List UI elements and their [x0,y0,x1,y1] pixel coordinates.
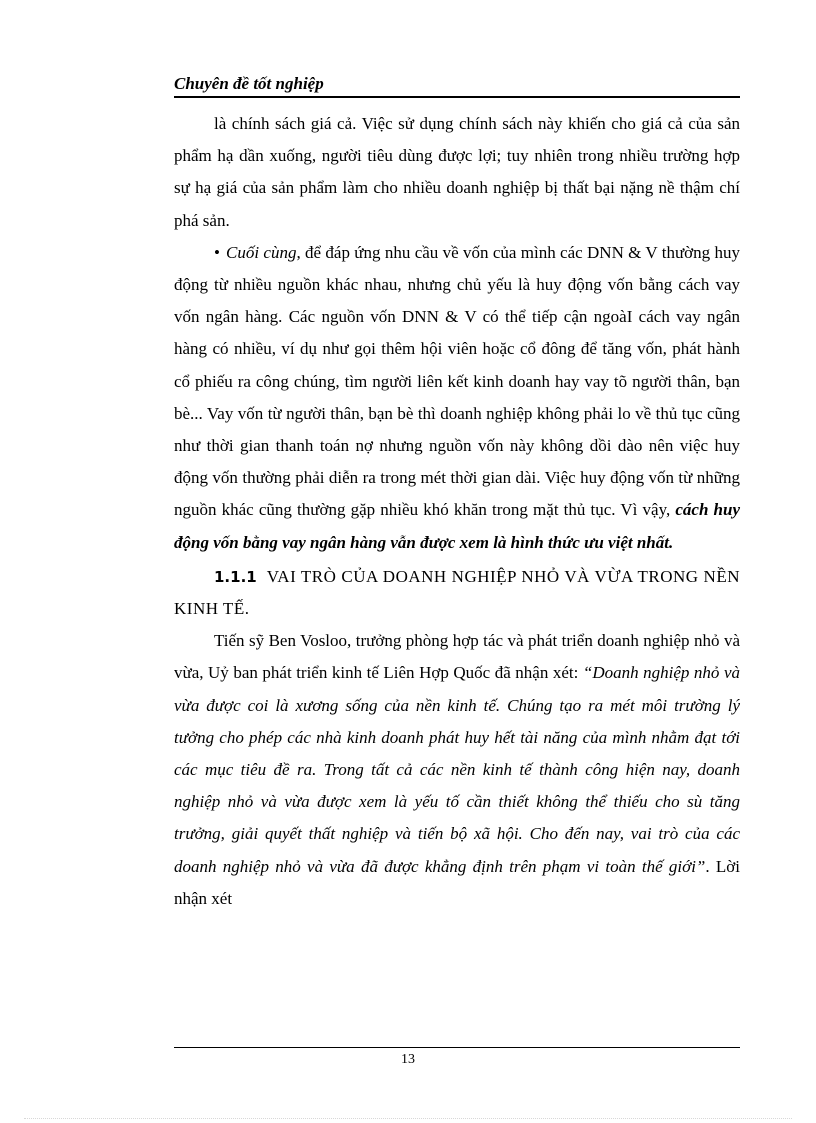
header-title: Chuyên đề tốt nghiệp [174,74,324,93]
document-body [174,108,740,915]
section-heading [174,561,740,625]
paragraph-text: là chính sách giá cả. Việc sử dụng chính sách này khiến cho giá cả của sản phẩm hạ dần xuống, người tiêu dùng được lợi; tuy nhiên trong nhiều trường hợp sự hạ giá của sản phẩm làm cho nhiều doanh nghiệp bị thất bại nặng nề thậm chí phá sản. [174,114,740,230]
emphasized-conclusion: cách huy động vốn bằng vay ngân hàng vẫn được xem là hình thức ưu việt nhất. [174,500,740,552]
page-number: 13 [401,1052,415,1067]
bullet-icon: • [214,242,220,262]
page-header [174,72,740,98]
paragraph-pricing-policy [174,108,740,237]
footer-divider [174,1047,740,1048]
section-number: 1.1.1 [214,567,257,586]
page-bottom-edge [24,1118,792,1119]
lead-phrase: Cuối cùng [226,242,297,262]
paragraph-text: , để đáp ứng nhu cầu về vốn của mình các DNN & V thường huy động từ nhiều nguồn khác nhau, nhưng chủ yếu là huy động vốn bằng cách vay vốn ngân hàng. Các nguồn vốn DNN & V có thể tiếp cận ngoàI cách vay ngân hàng có nhiều, ví dụ như gọi thêm hội viên hoặc cổ đông để tăng vốn, phát hành cổ phiếu ra công chúng, tìm người liên kết kinh doanh hay vay tõ người thân, bạn bè... Vay vốn từ người thân, bạn bè thì doanh nghiệp không phải lo về thủ tục cũng như thời gian thanh toán nợ nhưng nguồn vốn này không dồi dào nên việc huy động vốn thường phải diễn ra trong mét thời gian dài. Việc huy động vốn từ những nguồn khác cũng thường gặp nhiều khó khăn trong mặt thủ tục. Vì vậy, [174,242,740,520]
paragraph-bullet-funding [174,237,740,559]
section-title: VAI TRÒ CỦA DOANH NGHIỆP NHỎ VÀ VỪA TRONG NỀN KINH TẾ. [174,566,740,619]
paragraph-tail: . Lời nhận xét [174,856,740,908]
quotation: “Doanh nghiệp nhỏ và vừa được coi là xương sống của nền kinh tế. Chúng tạo ra mét môi trường lý tưởng cho phép các nhà kinh doanh phát huy hết tài năng của mình nhằm đạt tới các mục tiêu đề ra. Trong tất cả các nền kinh tế thành công hiện nay, doanh nghiệp nhỏ và vừa được xem là yếu tố cần thiết không thể thiếu cho sù tăng trưởng, giải quyết thất nghiệp và tiến bộ xã hội. Cho đến nay, vai trò của các doanh nghiệp nhỏ và vừa đã được khẳng định trên phạm vi toàn thế giới” [174,663,740,876]
paragraph-text: Tiến sỹ Ben Vosloo, trưởng phòng hợp tác và phát triển doanh nghiệp nhỏ và vừa, Uỷ ban phát triển kinh tế Liên Hợp Quốc đã nhận xét: [174,631,740,683]
paragraph-vosloo-quote [174,625,740,915]
